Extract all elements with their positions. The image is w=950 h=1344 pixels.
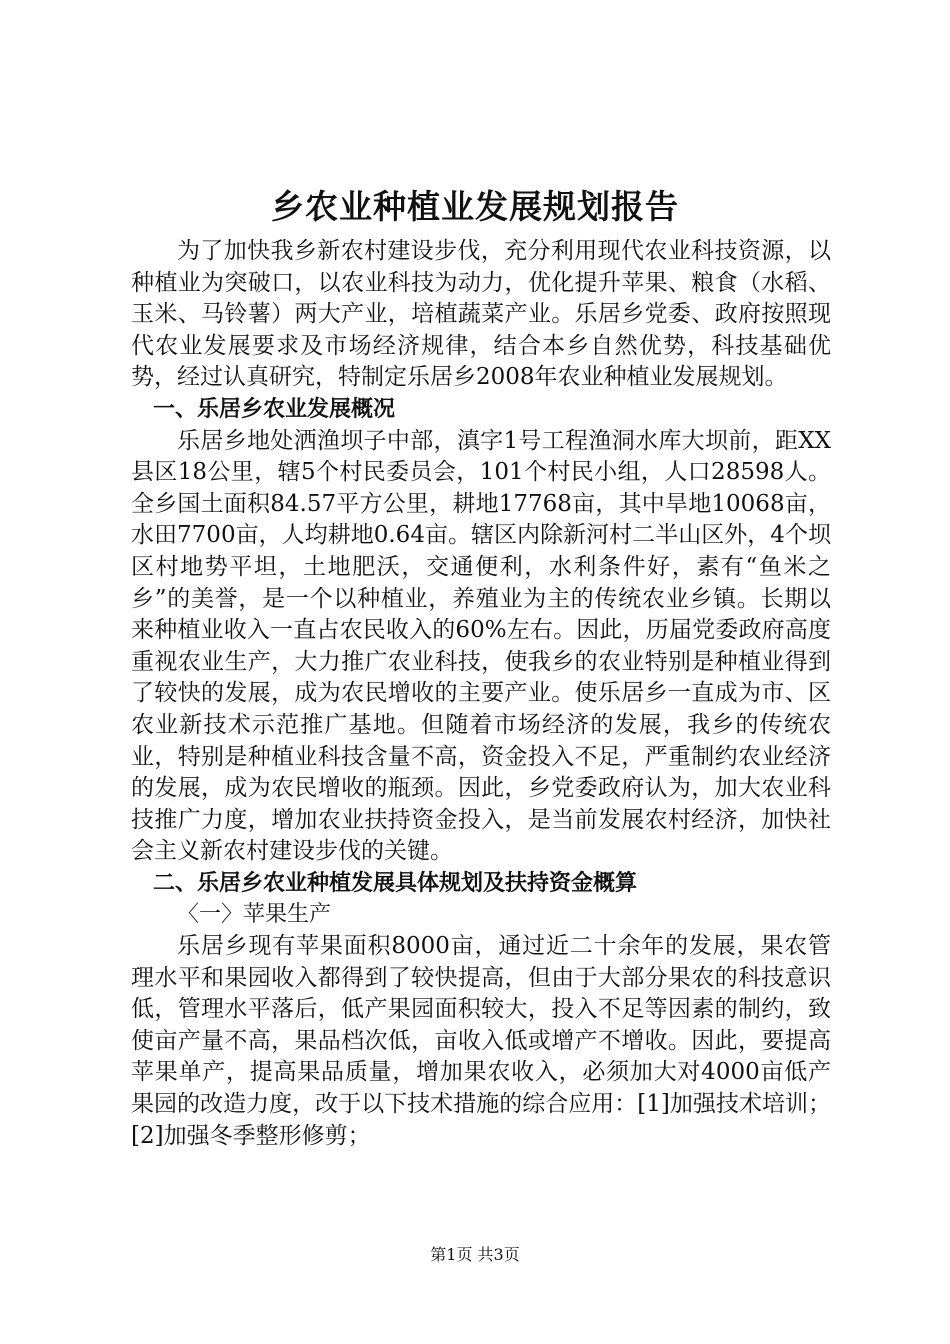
section-1-heading: 一、乐居乡农业发展概况 — [153, 396, 396, 422]
section-2-subheading-apple: 〈一〉苹果生产 — [177, 902, 332, 928]
document-title: 乡农业种植业发展规划报告 — [271, 187, 679, 226]
section-2-heading: 二、乐居乡农业种植发展具体规划及扶持资金概算 — [153, 870, 638, 896]
section-2-apple-paragraph: 乐居乡现有苹果面积8000亩，通过近二十余年的发展，果农管理水平和果园收入都得到了较快提高，但由于大部分果农的科技意识低，管理水平落后，低产果园面积较大，投入不足等因素的制约，致使亩产量不高，果品档次低，亩收入低或增产不增收。因此，要提高苹果单产，提高果品质量，增加果农收入，必须加大对4000亩低产果园的改造力度，改于以下技术措施的综合应用：[1]加强技术培训；[2]加强冬季整形修剪； — [131, 933, 831, 1149]
page-footer: 第1页 共3页 — [430, 1245, 520, 1264]
intro-paragraph: 为了加快我乡新农村建设步伐，充分利用现代农业科技资源，以种植业为突破口，以农业科技为动力，优化提升苹果、粮食（水稻、玉米、马铃薯）两大产业，培植蔬菜产业。乐居乡党委、政府按照现代农业发展要求及市场经济规律，结合本乡自然优势，科技基础优势，经过认真研究，特制定乐居乡2008年农业种植业发展规划。 — [131, 238, 831, 391]
section-1-paragraph: 乐居乡地处洒渔坝子中部，滇字1号工程渔洞水库大坝前，距XX县区18公里，辖5个村民委员会，101个村民小组，人口28598人。全乡国土面积84.57平方公里，耕地17768亩，其中旱地10068亩，水田7700亩，人均耕地0.64亩。辖区内除新河村二半山区外，4个坝区村地势平坦，土地肥沃，交通便利，水利条件好，素有“鱼米之乡”的美誉，是一个以种植业，养殖业为主的传统农业乡镇。长期以来种植业收入一直占农民收入的60%左右。因此，历届党委政府高度重视农业生产，大力推广农业科技，使我乡的农业特别是种植业得到了较快的发展，成为农民增收的主要产业。使乐居乡一直成为市、区农业新技术示范推广基地。但随着市场经济的发展，我乡的传统农业，特别是种植业科技含量不高，资金投入不足，严重制约农业经济的发展，成为农民增收的瓶颈。因此，乡党委政府认为，加大农业科技推广力度，增加农业扶持资金投入，是当前发展农村经济，加快社会主义新农村建设步伐的关键。 — [131, 427, 831, 865]
document-body — [131, 236, 831, 1152]
